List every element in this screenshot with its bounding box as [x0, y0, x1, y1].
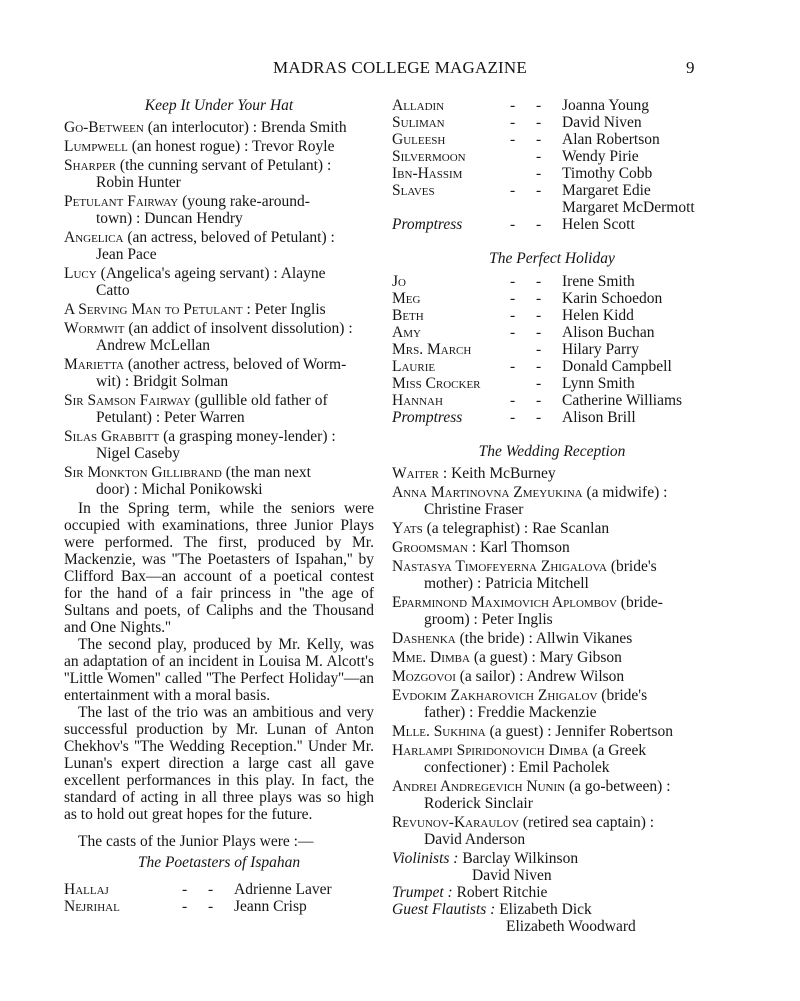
role-description: (another actress, beloved of Worm-	[123, 356, 347, 373]
right-column	[392, 97, 712, 935]
page-number: 9	[686, 58, 695, 77]
dash: -	[536, 131, 542, 148]
role-name: Mozgovoi	[392, 668, 456, 685]
cast-row	[392, 131, 712, 148]
dash: -	[536, 392, 542, 409]
role-description: (an actress, beloved of Petulant) :	[123, 229, 335, 246]
role-name: Evdokim Zakharovich Zhigalov	[392, 687, 598, 704]
cast-row	[392, 216, 712, 233]
role-description: : Peter Inglis	[242, 301, 326, 318]
cast-entry	[392, 742, 712, 776]
role-name: Promptress	[392, 216, 463, 233]
dash: -	[510, 114, 516, 131]
cast-entry	[64, 119, 374, 136]
dash: -	[510, 290, 516, 307]
dash	[510, 199, 536, 216]
dash: -	[536, 375, 542, 392]
role-description: (retired sea captain) :	[518, 814, 655, 831]
cast-row	[64, 881, 374, 898]
role-name: Marietta	[64, 356, 124, 373]
dash: -	[510, 131, 516, 148]
dash: -	[536, 307, 542, 324]
dash	[510, 375, 536, 392]
role-name: Jo	[392, 273, 406, 290]
play-title-wedding-reception: The Wedding Reception	[478, 443, 626, 460]
cast-entry	[392, 520, 712, 537]
role-name	[392, 199, 510, 216]
dash	[510, 148, 536, 165]
role-name: Go-Between	[64, 119, 144, 136]
cast-entry	[392, 539, 712, 556]
role-name: Guleesh	[392, 131, 446, 148]
cast-entry	[64, 320, 374, 354]
role-name: Yats	[392, 520, 423, 537]
role-description: (young rake-around-	[178, 193, 310, 210]
flautists-line	[392, 901, 712, 918]
role-continuation: Roderick Sinclair	[424, 795, 533, 812]
role-name: Ibn-Hassim	[392, 165, 463, 182]
dash: -	[536, 358, 542, 375]
role-name: Groomsman	[392, 539, 468, 556]
role-description: (a sailor) : Andrew Wilson	[455, 668, 625, 685]
dash: -	[536, 273, 542, 290]
dash: -	[510, 392, 516, 409]
cast-entry	[392, 668, 712, 685]
actor-name: Timothy Cobb	[562, 165, 653, 182]
role-description: (a Greek	[588, 742, 647, 759]
actor-name: Margaret Edie	[562, 182, 651, 199]
actor-name: Lynn Smith	[562, 375, 635, 392]
cast-row	[392, 341, 712, 358]
dash: -	[536, 97, 542, 114]
role-name: Waiter	[392, 465, 440, 482]
magazine-title: MADRAS COLLEGE MAGAZINE	[273, 58, 527, 77]
dash: -	[536, 341, 542, 358]
cast-row	[392, 409, 712, 426]
actor-name: Catherine Williams	[562, 392, 683, 409]
paragraph-2: The second play, produced by Mr. Kelly, was an adaptation of an incident in Louisa M. Alcott's ''Little Women'' called ''The Perfect Holiday''—an entertainment with a moral basis.	[64, 636, 374, 704]
cast-row	[64, 898, 374, 915]
role-continuation: Christine Fraser	[424, 501, 524, 518]
role-continuation: Andrew McLellan	[96, 337, 211, 354]
role-name: Silas Grabbitt	[64, 428, 160, 445]
cast-row	[392, 273, 712, 290]
role-name: Alladin	[392, 97, 445, 114]
cast-entry	[392, 778, 712, 812]
violinists-line	[392, 850, 712, 867]
flautist-2: Elizabeth Woodward	[506, 918, 636, 935]
role-name: Petulant Fairway	[64, 193, 179, 210]
role-description: (a grasping money-lender) :	[159, 428, 336, 445]
cast-row	[392, 97, 712, 114]
actor-name: Helen Scott	[562, 216, 635, 233]
role-description: (an interlocutor) : Brenda Smith	[143, 119, 347, 136]
cast-row	[392, 182, 712, 199]
dash: -	[510, 216, 516, 233]
actor-name: Alison Brill	[562, 409, 636, 426]
role-continuation: Nigel Caseby	[96, 445, 180, 462]
role-description: (a guest) : Jennifer Robertson	[485, 723, 673, 740]
play-title-perfect-holiday: The Perfect Holiday	[489, 250, 615, 267]
role-description: : Keith McBurney	[439, 465, 556, 482]
article-body	[64, 500, 374, 823]
role-name: Amy	[392, 324, 421, 341]
role-name: Miss Crocker	[392, 375, 481, 392]
role-name: Meg	[392, 290, 421, 307]
role-continuation: Catto	[96, 282, 130, 299]
cast-entry	[392, 687, 712, 721]
actor-name: Hilary Parry	[562, 341, 640, 358]
role-description: (gullible old father of	[190, 392, 328, 409]
cast-row	[392, 358, 712, 375]
cast-list-poetasters-part1	[64, 881, 374, 915]
play-title-keep-it-under-your-hat: Keep It Under Your Hat	[144, 97, 294, 114]
violinist-2: David Niven	[472, 867, 552, 884]
dash: -	[510, 409, 516, 426]
paragraph-3: The last of the trio was an ambitious and very successful production by Mr. Lunan of Anton Chekhov's ''The Wedding Reception.'' Under Mr. Lunan's expert direction a large cast all gave excellent performances in this play. In fact, the standard of acting in all three plays was so high as to hold out great hopes for the future.	[64, 704, 374, 823]
role-description: (a telegraphist) : Rae Scanlan	[422, 520, 610, 537]
cast-row	[392, 290, 712, 307]
flautists-label: Guest Flautists :	[392, 901, 496, 918]
role-description: (the man next	[221, 464, 311, 481]
cast-row	[392, 199, 712, 216]
musicians	[392, 850, 712, 935]
role-description: (a midwife) :	[582, 484, 668, 501]
role-name: Lucy	[64, 265, 97, 282]
cast-row	[392, 148, 712, 165]
role-name: Wormwit	[64, 320, 125, 337]
role-name: Mme. Dimba	[392, 649, 470, 666]
cast-entry	[64, 464, 374, 498]
play-title-poetasters: The Poetasters of Ispahan	[137, 854, 301, 871]
cast-list-keep-it-under-your-hat	[64, 119, 374, 498]
role-continuation: door) : Michal Ponikowski	[96, 481, 263, 498]
role-name: Andrei Andregevich Nunin	[392, 778, 566, 795]
role-name: Nastasya Timofeyerna Zhigalova	[392, 558, 607, 575]
actor-name: Margaret McDermott	[562, 199, 695, 216]
actor-name: Wendy Pirie	[562, 148, 639, 165]
role-name: Harlampi Spiridonovich Dimba	[392, 742, 589, 759]
violinists-label: Violinists :	[392, 850, 459, 867]
role-description: : Karl Thomson	[468, 539, 570, 556]
dash	[536, 199, 562, 216]
casts-intro: The casts of the Junior Plays were :—	[78, 833, 314, 850]
role-name: Eparminond Maximovich Aplombov	[392, 594, 617, 611]
cast-list-wedding-reception	[392, 465, 712, 848]
dash: -	[536, 114, 542, 131]
role-description: (an honest rogue) : Trevor Royle	[127, 138, 335, 155]
role-name: Sharper	[64, 157, 117, 174]
role-description: (bride's	[606, 558, 657, 575]
role-name: Suliman	[392, 114, 445, 131]
cast-entry	[392, 465, 712, 482]
cast-entry	[392, 594, 712, 628]
actor-name: Karin Schoedon	[562, 290, 663, 307]
role-name: Dashenka	[392, 630, 456, 647]
cast-entry	[392, 649, 712, 666]
role-continuation: father) : Freddie Mackenzie	[424, 704, 597, 721]
dash: -	[208, 898, 214, 915]
role-name: Hannah	[392, 392, 443, 409]
cast-list-poetasters-part2	[392, 97, 712, 233]
role-name: Mrs. March	[392, 341, 472, 358]
role-name: Hallaj	[64, 881, 109, 898]
cast-row	[392, 392, 712, 409]
actor-name: Jeann Crisp	[234, 898, 307, 915]
role-name: Nejrihal	[64, 898, 120, 915]
violinist-1: Barclay Wilkinson	[462, 850, 579, 867]
cast-row	[392, 375, 712, 392]
role-description: (a guest) : Mary Gibson	[469, 649, 622, 666]
trumpet-label: Trumpet :	[392, 884, 453, 901]
actor-name: Helen Kidd	[562, 307, 634, 324]
role-description: (bride-	[616, 594, 663, 611]
actor-name: Donald Campbell	[562, 358, 672, 375]
role-description: (a go-between) :	[565, 778, 671, 795]
dash: -	[510, 273, 516, 290]
dash: -	[536, 182, 542, 199]
dash: -	[510, 182, 516, 199]
actor-name: Adrienne Laver	[234, 881, 332, 898]
role-continuation: Jean Pace	[96, 246, 157, 263]
role-description: (the bride) : Allwin Vikanes	[455, 630, 633, 647]
actor-name: Alison Buchan	[562, 324, 655, 341]
role-name: Silvermoon	[392, 148, 466, 165]
actor-name: David Niven	[562, 114, 642, 131]
role-continuation: David Anderson	[424, 831, 526, 848]
cast-entry	[392, 723, 712, 740]
role-name: Mlle. Sukhina	[392, 723, 486, 740]
dash: -	[536, 216, 542, 233]
role-continuation: Petulant) : Peter Warren	[96, 409, 245, 426]
role-name: Promptress	[392, 409, 463, 426]
dash: -	[510, 324, 516, 341]
role-continuation: wit) : Bridgit Solman	[96, 373, 229, 390]
cast-entry	[64, 229, 374, 263]
cast-entry	[64, 301, 374, 318]
dash: -	[536, 324, 542, 341]
trumpet-line	[392, 884, 712, 901]
dash: -	[536, 290, 542, 307]
role-name: Anna Martinovna Zmeyukina	[392, 484, 583, 501]
cast-entry	[64, 157, 374, 191]
cast-row	[392, 307, 712, 324]
cast-entry	[64, 392, 374, 426]
cast-entry	[392, 814, 712, 848]
cast-entry	[392, 630, 712, 647]
dash: -	[536, 165, 542, 182]
role-name: Revunov-Karaulov	[392, 814, 519, 831]
cast-entry	[64, 265, 374, 299]
role-name: A Serving Man to Petulant	[64, 301, 243, 318]
cast-row	[392, 165, 712, 182]
dash	[510, 165, 536, 182]
dash: -	[510, 97, 516, 114]
dash: -	[182, 898, 188, 915]
dash: -	[208, 881, 214, 898]
dash	[510, 341, 536, 358]
role-name: Laurie	[392, 358, 436, 375]
cast-entry	[392, 558, 712, 592]
dash: -	[182, 881, 188, 898]
flautist-1: Elizabeth Dick	[499, 901, 592, 918]
actor-name: Irene Smith	[562, 273, 635, 290]
cast-entry	[64, 428, 374, 462]
role-name: Lumpwell	[64, 138, 128, 155]
role-continuation: groom) : Peter Inglis	[424, 611, 553, 628]
cast-entry	[64, 193, 374, 227]
role-continuation: mother) : Patricia Mitchell	[424, 575, 589, 592]
cast-entry	[392, 484, 712, 518]
dash: -	[510, 307, 516, 324]
page-header	[0, 58, 800, 82]
role-continuation: town) : Duncan Hendry	[96, 210, 243, 227]
role-continuation: Robin Hunter	[96, 174, 181, 191]
actor-name: Alan Robertson	[562, 131, 660, 148]
paragraph-1: In the Spring term, while the seniors were occupied with examinations, three Junior Plays were performed. The first, produced by Mr. Mackenzie, was ''The Poetasters of Ispahan,'' by Clifford Bax—an account of a poetical contest for the hand of a fair princess in ''the age of Sultans and poets, of Caliphs and the Thousand and One Nights.''	[64, 500, 374, 636]
role-description: (bride's	[597, 687, 648, 704]
dash: -	[536, 148, 542, 165]
role-name: Sir Samson Fairway	[64, 392, 191, 409]
cast-row	[392, 114, 712, 131]
dash: -	[536, 409, 542, 426]
role-name: Slaves	[392, 182, 435, 199]
role-name: Sir Monkton Gillibrand	[64, 464, 222, 481]
role-name: Beth	[392, 307, 424, 324]
actor-name: Joanna Young	[562, 97, 649, 114]
trumpeter: Robert Ritchie	[456, 884, 548, 901]
role-continuation: confectioner) : Emil Pacholek	[424, 759, 610, 776]
role-description: (the cunning servant of Petulant) :	[116, 157, 332, 174]
left-column	[64, 97, 374, 915]
role-name: Angelica	[64, 229, 124, 246]
cast-list-perfect-holiday	[392, 273, 712, 426]
role-description: (an addict of insolvent dissolution) :	[124, 320, 353, 337]
cast-row	[392, 324, 712, 341]
cast-entry	[64, 356, 374, 390]
cast-entry	[64, 138, 374, 155]
role-description: (Angelica's ageing servant) : Alayne	[96, 265, 326, 282]
dash: -	[510, 358, 516, 375]
